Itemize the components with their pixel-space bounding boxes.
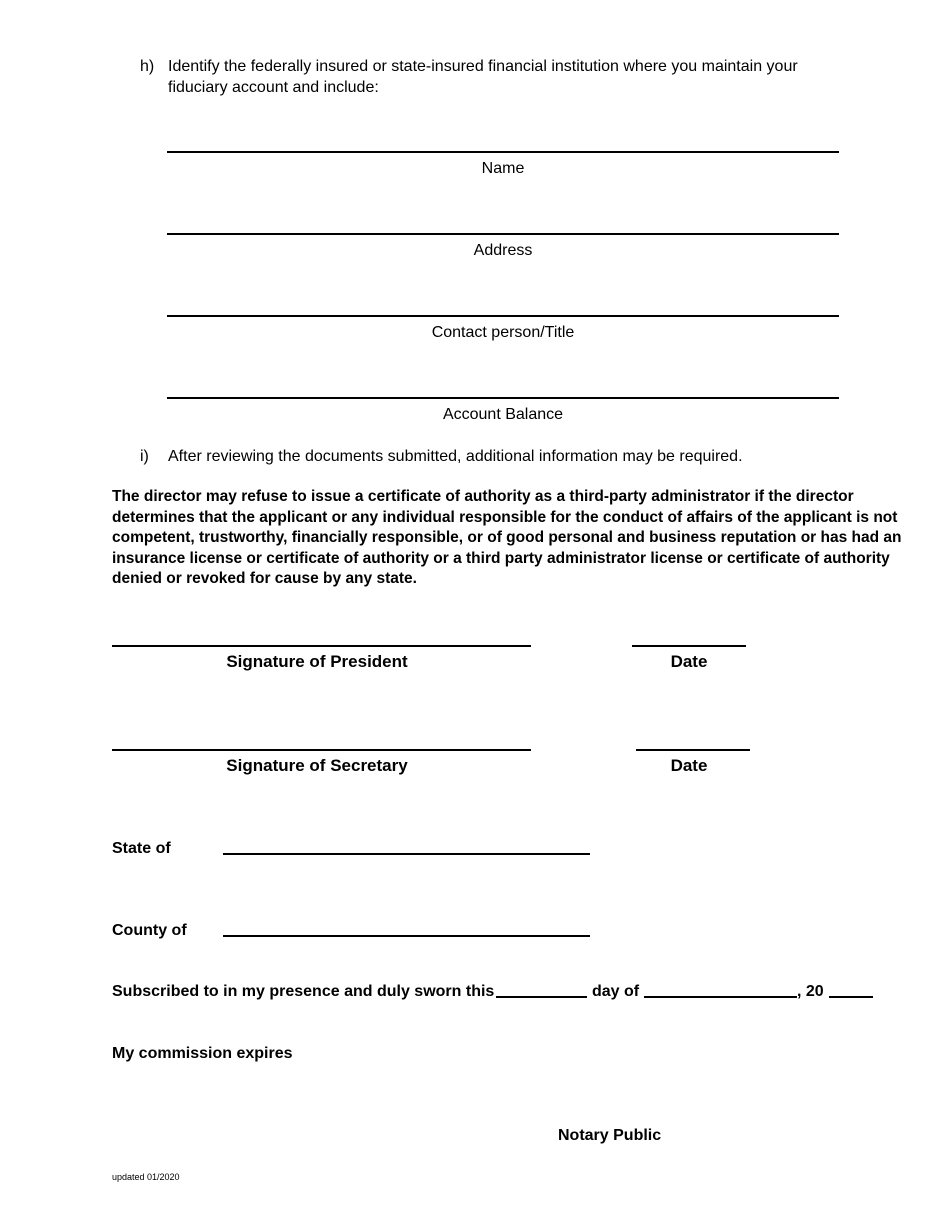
president-signature-label: Signature of President: [226, 652, 408, 671]
sworn-day-label: day of: [592, 983, 640, 1000]
institution-contact-line[interactable]: [167, 315, 839, 317]
county-of-label: County of: [112, 922, 187, 939]
president-date-label: Date: [670, 652, 708, 671]
president-date-line[interactable]: [632, 645, 746, 647]
sworn-month-line[interactable]: [644, 996, 797, 998]
item-i-text: After reviewing the documents submitted, additional information may be required.: [168, 448, 743, 465]
item-i-label: i): [140, 448, 149, 465]
secretary-signature-line[interactable]: [112, 749, 531, 751]
commission-expires-label: My commission expires: [112, 1045, 293, 1062]
director-notice: The director may refuse to issue a certificate of authority as a third-party administrator if the director determines that the applicant or any individual responsible for the conduct of affairs of the applicant is not competent, trustworthy, financially responsible, or of good personal and business reputation or has had an insurance license or certificate of authority or a third party administrator license or certificate of authority denied or revoked for cause by any state.: [112, 488, 902, 587]
notary-public-label: Notary Public: [558, 1127, 662, 1144]
item-h-label: h): [140, 58, 155, 75]
state-of-label: State of: [112, 840, 171, 857]
institution-address-line[interactable]: [167, 233, 839, 235]
sworn-prefix: Subscribed to in my presence and duly sworn this: [112, 983, 495, 1000]
institution-name-line[interactable]: [167, 151, 839, 153]
updated-date-footer: updated 01/2020: [112, 1172, 180, 1182]
secretary-date-label: Date: [670, 756, 708, 775]
secretary-signature-label: Signature of Secretary: [226, 756, 408, 775]
state-of-line[interactable]: [223, 853, 590, 855]
secretary-date-line[interactable]: [636, 749, 750, 751]
institution-balance-caption: Account Balance: [442, 406, 564, 423]
institution-address-caption: Address: [473, 242, 533, 259]
president-signature-line[interactable]: [112, 645, 531, 647]
institution-name-caption: Name: [481, 160, 525, 177]
item-h-text: Identify the federally insured or state-insured financial institution where you maintain your fiduciary account and include:: [168, 58, 798, 96]
sworn-year-line[interactable]: [829, 996, 873, 998]
sworn-day-line[interactable]: [496, 996, 587, 998]
sworn-year-label: , 20: [797, 983, 824, 1000]
county-of-line[interactable]: [223, 935, 590, 937]
institution-contact-caption: Contact person/Title: [431, 324, 575, 341]
institution-balance-line[interactable]: [167, 397, 839, 399]
